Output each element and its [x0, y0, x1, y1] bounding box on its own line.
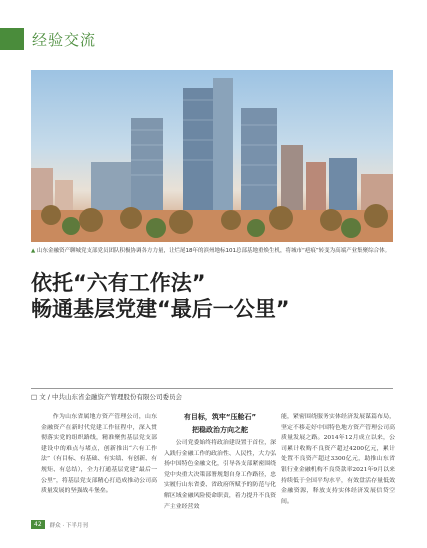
article-headline [31, 270, 401, 322]
subhead-line-2: 把稳政治方向之舵 [192, 426, 248, 434]
headline-line-1: 依托“六有工作法” [31, 271, 206, 295]
paragraph: 能，紧密围绕服务实体经济发展谋篇布局，坚定不移走好中国特色地方资产管理公司高质量发展之路。2014年12月成立以来，公司累计收购不良资产超过4200亿元，累计处置不良资产超过3300亿元，助推山东省银行业金融机构不良贷款率2021年9月以来持续低于全国平均水平，有效盘活存量低效金融资源，释放支持实体经济发展信贷空间。 [281, 414, 395, 505]
paragraph: 作为山东省属地方资产管理公司，山东金融资产在新时代党建工作征程中，深入贯彻落实党的组织路线，精准聚焦基层党支部建设中的难点与堵点，创新推出“六有工作法”（有目标、有基础、有实绩、有创新、有规矩、有总结），全力打通基层党建“最后一公里”，将基层党支部精心打造成推动公司高质量发展的坚强战斗堡垒。 [41, 414, 157, 495]
section-color-block [0, 28, 24, 50]
divider [31, 388, 393, 389]
city-skyline-photo [31, 70, 393, 242]
magazine-name: 群众 · 下半月刊 [49, 522, 88, 529]
author-byline: □ 文 / 中共山东省金融资产管理股份有限公司委员会 [31, 393, 183, 401]
page-footer [31, 520, 88, 529]
page-number: 42 [31, 520, 45, 529]
body-column-1 [41, 412, 157, 497]
paragraph: 公司党委始终将政治建设置于首位，深入践行金融工作的政治性、人民性，大力弘扬中国特色金融文化，引导各支部紧密围绕党中央重大决策部署规划自身工作路径，忠实履行山东省委、省政府所赋予的防范与化解区域金融风险使命职责，着力提升不良资产主业经营效 [164, 440, 276, 510]
caption-text: 山东金融资产聊城党支部党员团队积极协调各方力量，让烂尾18年的滨州地标101总部基地重焕生机，将城市“疤痕”转变为高端产业集聚综合体。 [36, 248, 391, 254]
triangle-icon: ▲ [31, 248, 36, 254]
skyline-illustration [31, 70, 393, 242]
photo-caption [31, 247, 393, 255]
body-column-2 [164, 412, 276, 512]
subhead-line-1: 有目标，筑牢“压舱石” [183, 413, 257, 421]
headline-line-2: 畅通基层党建“最后一公里” [31, 297, 290, 321]
body-column-3 [281, 412, 395, 507]
section-header [0, 28, 96, 50]
section-title: 经验交流 [32, 30, 97, 49]
